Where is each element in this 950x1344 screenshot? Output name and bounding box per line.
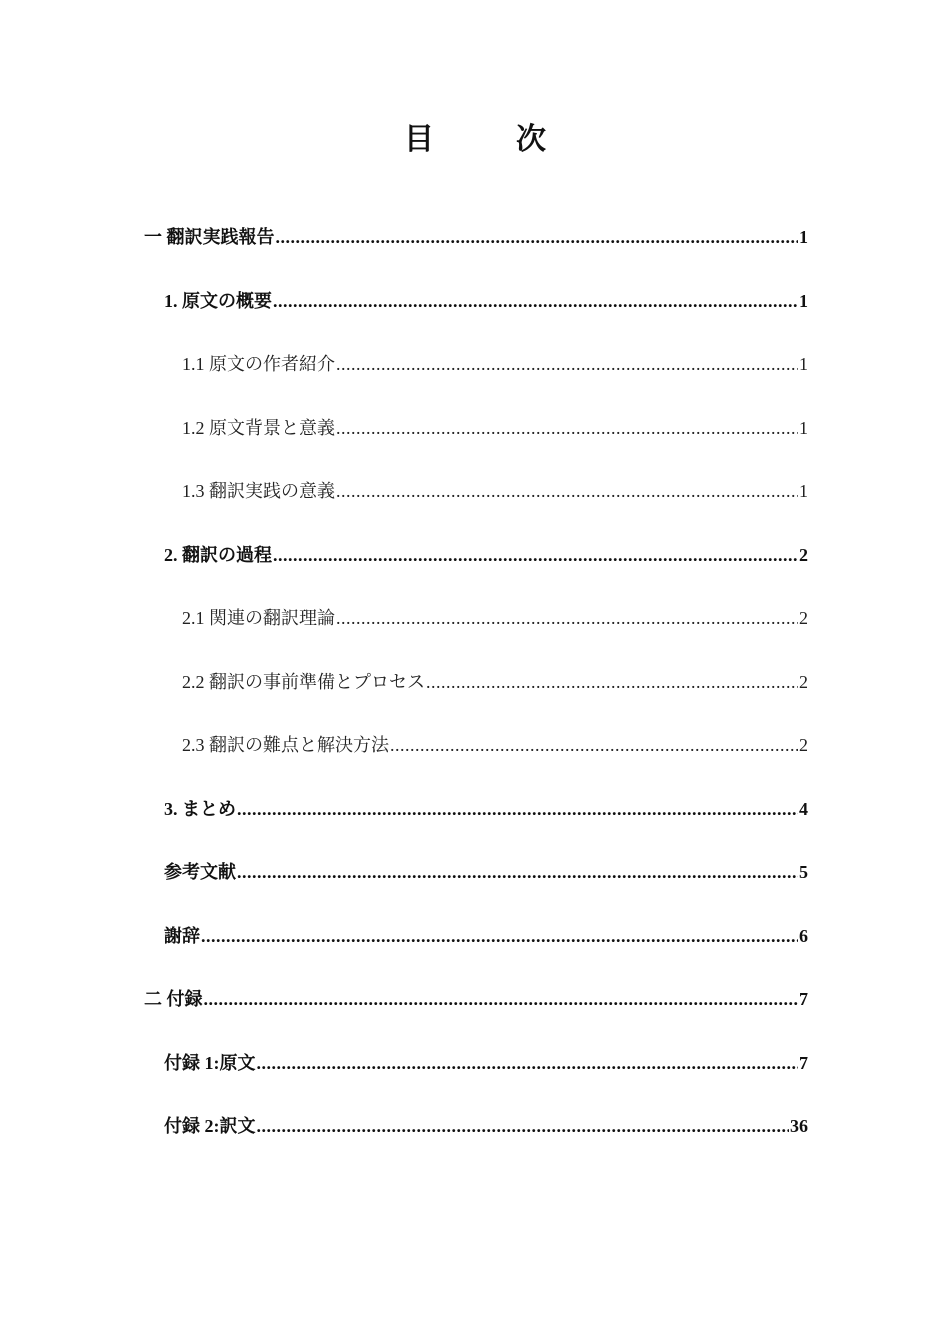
toc-entry-label: 1.1 原文の作者紹介 bbox=[182, 354, 335, 374]
toc-entry-label: 1.3 翻訳実践の意義 bbox=[182, 481, 335, 501]
toc-entry-page: 2 bbox=[799, 735, 808, 755]
dot-leader bbox=[276, 216, 799, 258]
dot-leader bbox=[201, 915, 798, 957]
dot-leader bbox=[204, 978, 799, 1020]
toc-entry-label: 参考文献 bbox=[164, 862, 236, 882]
toc-title: 目 次 bbox=[404, 123, 572, 156]
dot-leader bbox=[257, 1105, 790, 1147]
toc-entry-label: 二 付録 bbox=[144, 989, 203, 1009]
toc-entry[interactable] bbox=[144, 280, 808, 344]
toc-entry-page: 7 bbox=[799, 989, 808, 1009]
toc-entry[interactable] bbox=[144, 788, 808, 852]
toc-entry-page: 2 bbox=[799, 608, 808, 628]
toc-entry[interactable] bbox=[144, 1042, 808, 1106]
toc-entry-page: 7 bbox=[799, 1052, 808, 1073]
toc-entry-page: 6 bbox=[799, 925, 808, 946]
toc-entry[interactable] bbox=[144, 534, 808, 598]
dot-leader bbox=[390, 724, 798, 766]
toc-entry[interactable] bbox=[144, 724, 808, 788]
toc-entry[interactable] bbox=[144, 661, 808, 725]
toc-entry[interactable] bbox=[144, 407, 808, 471]
toc-entry-label: 2.3 翻訳の難点と解決方法 bbox=[182, 735, 389, 755]
toc-entry[interactable] bbox=[144, 1105, 808, 1169]
dot-leader bbox=[336, 343, 798, 385]
toc-entry-page: 36 bbox=[790, 1116, 808, 1136]
toc-entry-label: 2.2 翻訳の事前準備とプロセス bbox=[182, 671, 425, 692]
toc-entry-page: 1 bbox=[799, 417, 808, 438]
dot-leader bbox=[273, 534, 798, 576]
dot-leader bbox=[237, 851, 798, 893]
toc-entry-page: 1 bbox=[799, 481, 808, 501]
dot-leader bbox=[336, 597, 798, 639]
toc-entry[interactable] bbox=[144, 216, 808, 280]
toc-entry[interactable] bbox=[144, 915, 808, 979]
toc-entry-label: 2.1 関連の翻訳理論 bbox=[182, 608, 335, 628]
toc-entry-label: 2. 翻訳の過程 bbox=[164, 544, 272, 565]
toc-entry-page: 5 bbox=[799, 862, 808, 882]
toc-entry-label: 1.2 原文背景と意義 bbox=[182, 417, 335, 438]
toc-entry-label: 謝辞 bbox=[164, 925, 200, 946]
dot-leader bbox=[336, 470, 798, 512]
dot-leader bbox=[257, 1042, 799, 1084]
toc-entry-label: 3. まとめ bbox=[164, 798, 236, 819]
toc-entry[interactable] bbox=[144, 851, 808, 915]
toc-entry-label: 付録 2:訳文 bbox=[164, 1116, 256, 1136]
toc-entry[interactable] bbox=[144, 597, 808, 661]
dot-leader bbox=[273, 280, 798, 322]
toc-entry-label: 一 翻訳実践報告 bbox=[144, 227, 275, 247]
toc-entry[interactable] bbox=[144, 978, 808, 1042]
toc-entry-page: 4 bbox=[799, 798, 808, 819]
toc-entry-label: 付録 1:原文 bbox=[164, 1052, 256, 1073]
toc-entry-page: 1 bbox=[799, 227, 808, 247]
dot-leader bbox=[336, 407, 798, 449]
dot-leader bbox=[426, 661, 798, 703]
dot-leader bbox=[237, 788, 798, 830]
toc-entry-label: 1. 原文の概要 bbox=[164, 290, 272, 311]
toc-entry-page: 2 bbox=[799, 544, 808, 565]
toc-entry-page: 1 bbox=[799, 290, 808, 311]
toc-entry-page: 2 bbox=[799, 671, 808, 692]
table-of-contents bbox=[144, 216, 808, 1169]
toc-entry[interactable] bbox=[144, 470, 808, 534]
toc-entry-page: 1 bbox=[799, 354, 808, 374]
toc-entry[interactable] bbox=[144, 343, 808, 407]
